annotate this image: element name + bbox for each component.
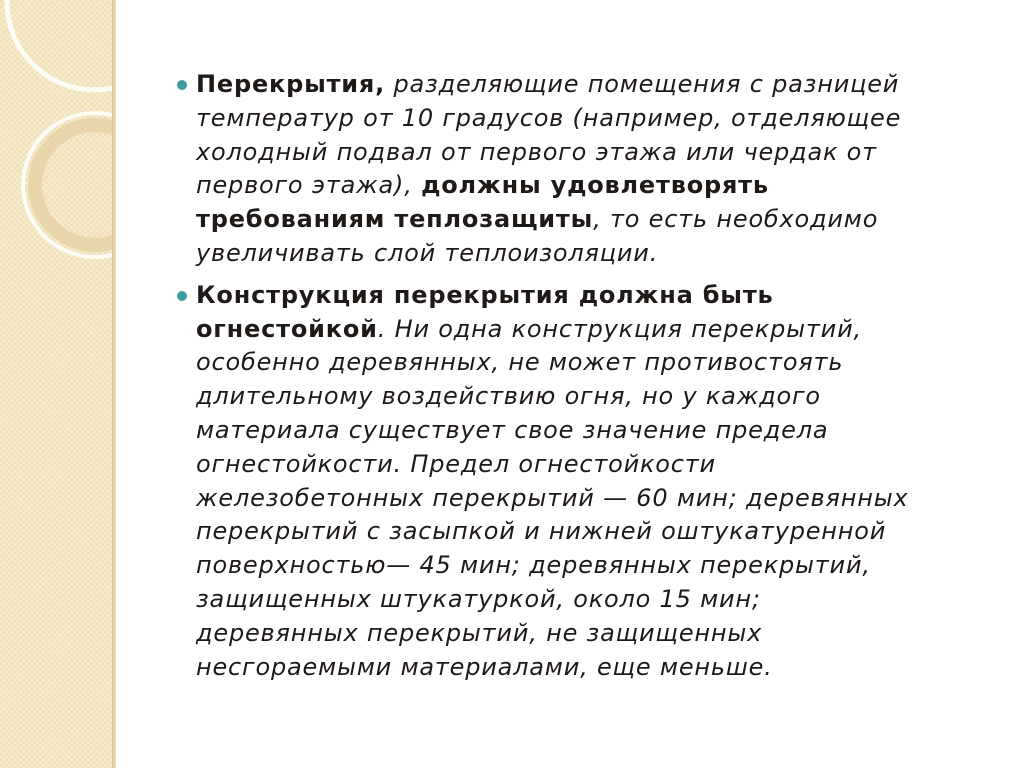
text-line (196, 482, 995, 516)
italic-text: длительному воздействию огня, но у каждого (196, 382, 821, 411)
italic-text: железобетонных перекрытий — 60 мин; деревянных (196, 483, 909, 512)
text-line (196, 313, 995, 347)
italic-text: деревянных перекрытий, не защищенных (196, 618, 763, 647)
decorative-circles-icon (0, 0, 112, 768)
italic-text: первого этажа), (196, 171, 422, 200)
slide-body (175, 68, 995, 692)
text-line (196, 448, 995, 482)
italic-text: перекрытий с засыпкой и нижней оштукатуренной (196, 517, 887, 546)
text-line (196, 414, 995, 448)
text-line (196, 583, 995, 617)
bold-text: Конструкция перекрытия должна быть (196, 280, 774, 309)
bold-text: должны удовлетворять (421, 171, 769, 200)
bullet-dot-icon (177, 80, 187, 90)
text-line (196, 279, 995, 313)
italic-text: материала существует свое значение предела (196, 415, 829, 444)
text-line (196, 102, 995, 136)
italic-text: огнестойкости. Предел огнестойкости (196, 449, 716, 478)
italic-text: температур от 10 градусов (например, отделяющее (196, 103, 902, 132)
italic-text: защищенных штукатуркой, около 15 мин; (196, 584, 761, 613)
bold-text: огнестойкой (196, 314, 378, 343)
text-line (196, 68, 995, 102)
side-panel-edge (112, 0, 116, 768)
italic-text: . Ни одна конструкция перекрытий, (377, 314, 862, 343)
text-line (196, 549, 995, 583)
bullet-dot-icon (177, 291, 187, 301)
text-line (196, 651, 995, 685)
italic-text: , то есть необходимо (593, 205, 879, 234)
text-line (196, 617, 995, 651)
italic-text: увеличивать слой теплоизоляции. (196, 238, 659, 267)
italic-text: несгораемыми материалами, еще меньше. (196, 652, 773, 681)
italic-text: поверхностью— 45 мин; деревянных перекрытий, (196, 551, 871, 580)
bullet-paragraph (175, 68, 995, 271)
bold-text: Перекрытия, (196, 70, 386, 98)
text-line (196, 346, 995, 380)
text-line (196, 237, 995, 271)
text-line (196, 515, 995, 549)
bullet-paragraph (175, 279, 995, 685)
bold-text: требованиям теплозащиты (196, 205, 594, 234)
text-line (196, 380, 995, 414)
text-line (196, 203, 995, 237)
italic-text: разделяющие помещения с разницей (385, 70, 900, 98)
italic-text: холодный подвал от первого этажа или чердак от (196, 137, 877, 166)
decorative-side-panel (0, 0, 112, 768)
text-line (196, 136, 995, 170)
italic-text: особенно деревянных, не может противостоять (196, 348, 844, 377)
text-line (196, 169, 995, 203)
